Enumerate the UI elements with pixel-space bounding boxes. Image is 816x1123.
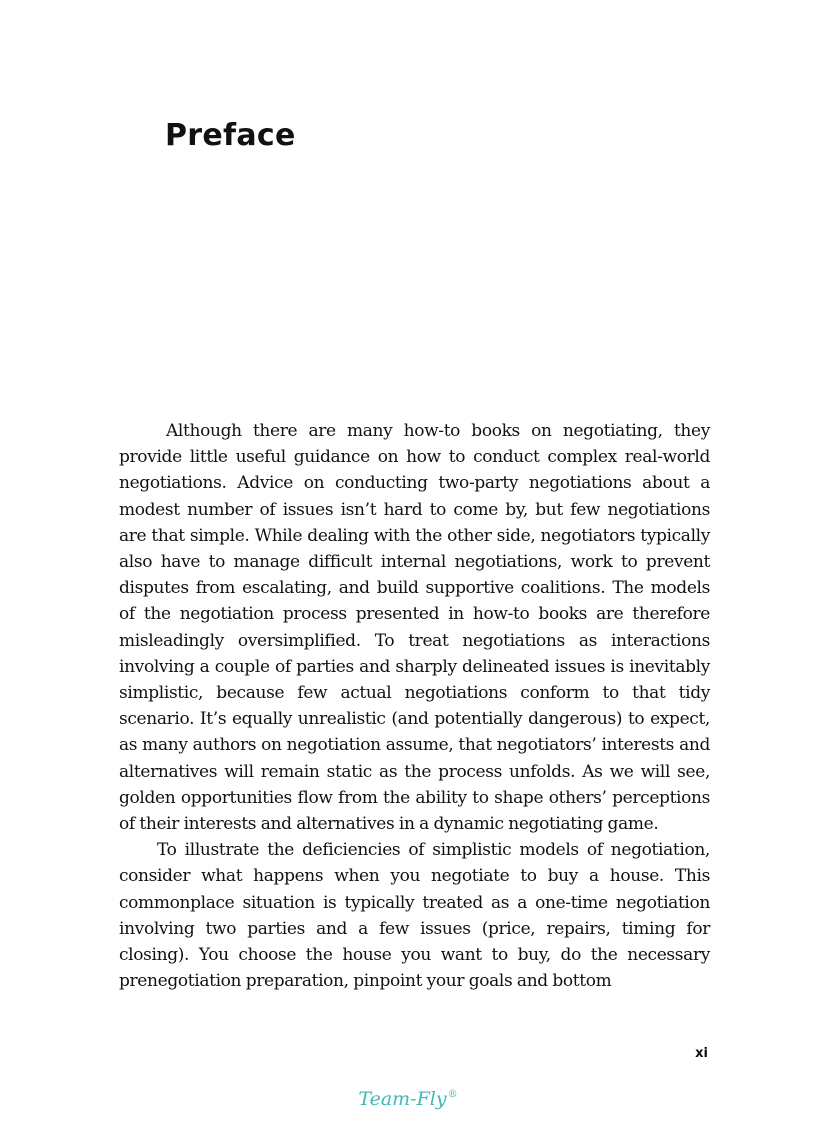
watermark — [0, 1088, 816, 1110]
paragraph: To illustrate the deficiencies of simplistic models of negotiation, consider what happens when you negotiate to buy a house. This commonplace situation is typically treated as a one-time negotiation involving two parties and a few issues (price, repairs, timing for closing). You choose the house you want to buy, do the necessary prenegotiation preparation, pinpoint your goals and bottom — [119, 840, 710, 992]
registered-mark: ® — [447, 1089, 458, 1100]
page-number: xi — [695, 1046, 708, 1061]
paragraph: Although there are many how-to books on negotiating, they provide little useful guidance on how to conduct complex real-world negotiations. Advice on conducting two-party negotiations about a modest number of issues isn’t hard to come by, but few negotiations are that simple. While dealing with the other side, negotiators typically also have to manage difficult internal negotiations, work to prevent disputes from escalating, and build supportive coalitions. The models of the negotiation process presented in how-to books are therefore misleadingly oversimplified. To treat negotiations as interactions involving a couple of parties and sharply delineated issues is inevitably simplistic, because few actual negotiations conform to that tidy scenario. It’s equally unrealistic (and potentially dangerous) to expect, as many authors on negotiation assume, that negotiators’ interests and alternatives will remain static as the process unfolds. As we will see, golden opportunities flow from the ability to shape others’ perceptions of their interests and alternatives in a dynamic negotiating game. — [119, 421, 710, 835]
watermark-text: Team-Fly — [358, 1088, 447, 1110]
chapter-title: Preface — [165, 118, 296, 153]
body-text — [119, 418, 710, 994]
